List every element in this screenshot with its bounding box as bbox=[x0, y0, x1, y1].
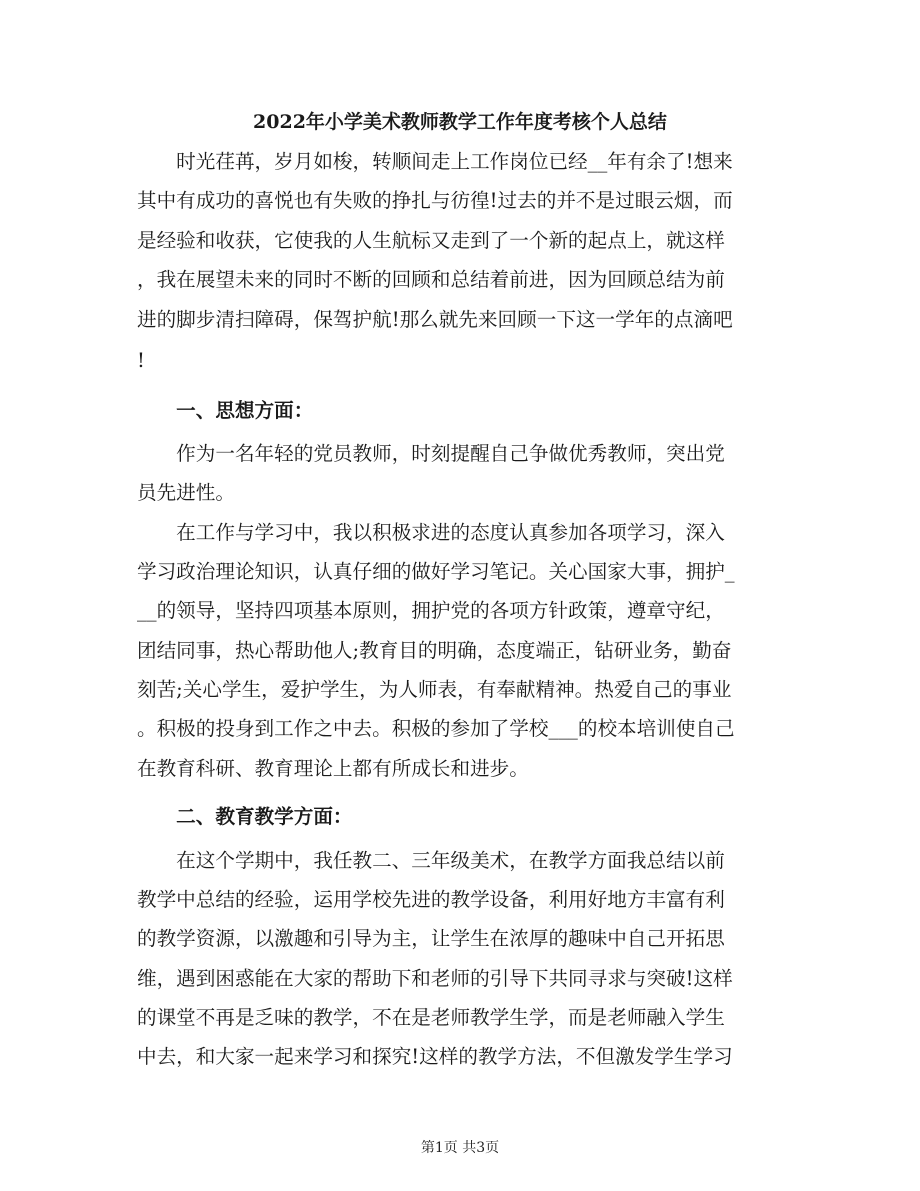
body-line: ，我在展望未来的同时不断的回顾和总结着前进，因为回顾总结为前 bbox=[137, 268, 725, 291]
body-line: 在这个学期中，我任教二、三年级美术，在教学方面我总结以前 bbox=[137, 849, 725, 872]
body-line: 其中有成功的喜悦也有失败的挣扎与彷徨!过去的并不是过眼云烟，而 bbox=[137, 189, 733, 212]
document-title: 2022年小学美术教师教学工作年度考核个人总结 bbox=[253, 111, 667, 133]
body-line: 进的脚步清扫障碍，保驾护航!那么就先来回顾一下这一学年的点滴吧 bbox=[137, 308, 733, 331]
body-line: 刻苦;关心学生，爱护学生，为人师表，有奉献精神。热爱自己的事业 bbox=[137, 678, 732, 701]
body-line: 在工作与学习中，我以积极求进的态度认真参加各项学习，深入 bbox=[137, 521, 725, 544]
body-line: 员先进性。 bbox=[137, 481, 235, 504]
body-line: 时光荏苒，岁月如梭，转顺间走上工作岗位已经__年有余了!想来 bbox=[137, 150, 733, 173]
body-line: 是经验和收获，它使我的人生航标又走到了一个新的起点上，就这样 bbox=[137, 229, 725, 252]
body-line: 维，遇到困惑能在大家的帮助下和老师的引导下共同寻求与突破!这样 bbox=[137, 967, 733, 990]
page-footer: 第1页 共3页 bbox=[420, 1140, 500, 1156]
body-line: 的教学资源，以激趣和引导为主，让学生在浓厚的趣味中自己开拓思 bbox=[137, 927, 725, 950]
body-line: 的课堂不再是乏味的教学，不在是老师教学生学，而是老师融入学生 bbox=[137, 1006, 725, 1029]
body-line: 。积极的投身到工作之中去。积极的参加了学校___的校本培训使自己 bbox=[137, 717, 735, 740]
body-line: __的领导，坚持四项基本原则，拥护党的各项方针政策，遵章守纪， bbox=[137, 599, 725, 622]
body-line: ! bbox=[137, 349, 145, 372]
body-line: 学习政治理论知识，认真仔细的做好学习笔记。关心国家大事，拥护_ bbox=[137, 560, 735, 583]
body-line: 团结同事，热心帮助他人;教育目的明确，态度端正，钻研业务，勤奋 bbox=[137, 639, 732, 662]
body-line: 在教育科研、教育理论上都有所成长和进步。 bbox=[137, 757, 529, 780]
body-line: 教学中总结的经验，运用学校先进的教学设备，利用好地方丰富有利 bbox=[137, 888, 725, 911]
body-line: 中去，和大家一起来学习和探究!这样的教学方法，不但激发学生学习 bbox=[137, 1045, 733, 1068]
section-heading-teaching: 二、教育教学方面： bbox=[137, 805, 353, 828]
section-heading-thought: 一、思想方面： bbox=[137, 399, 314, 422]
body-line: 作为一名年轻的党员教师，时刻提醒自己争做优秀教师，突出党 bbox=[137, 442, 725, 465]
